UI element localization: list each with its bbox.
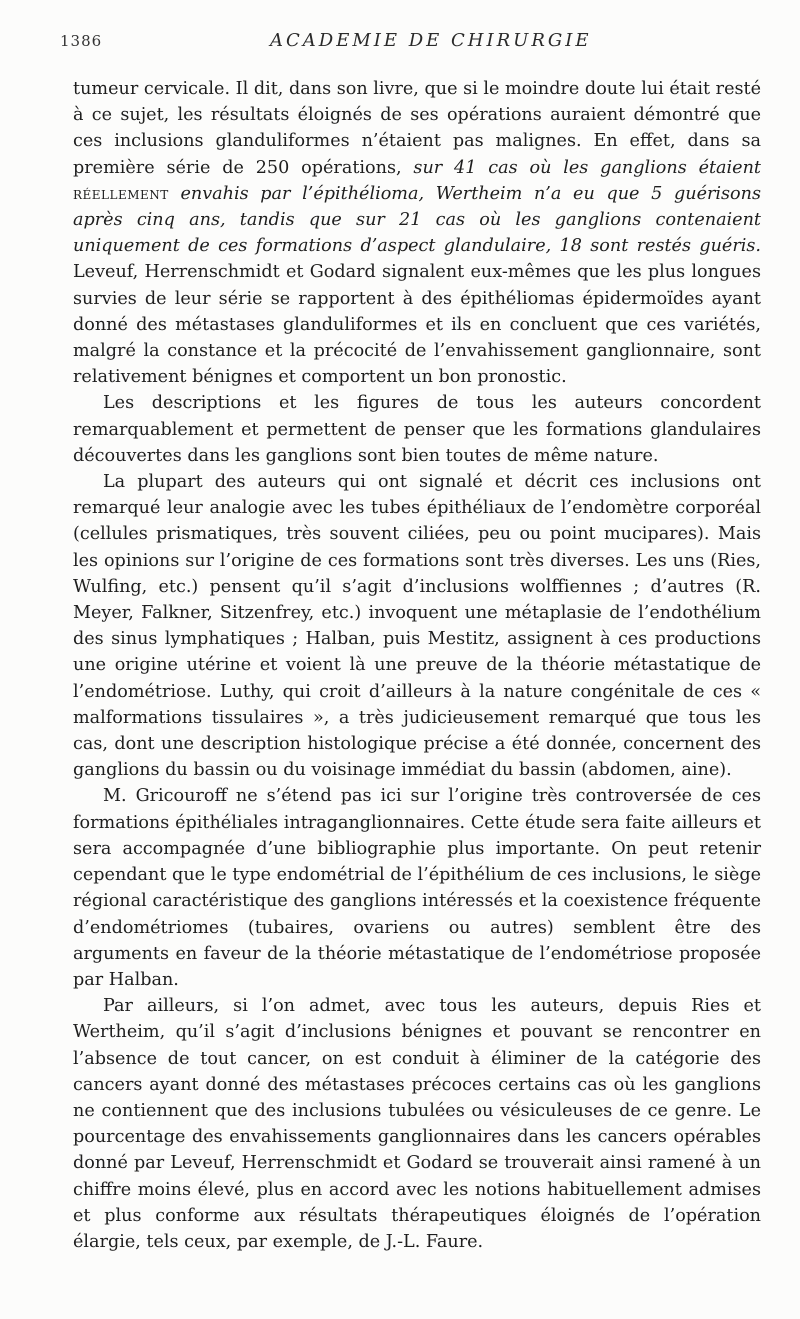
paragraph: [73, 390, 761, 469]
page-header: [60, 28, 760, 60]
italic-segment: sur 41 cas où les ganglions étaient: [413, 157, 761, 178]
paragraph: [73, 783, 761, 993]
small-caps-segment: réellement: [73, 183, 169, 204]
paragraph: [73, 76, 761, 390]
text-segment: La plupart des auteurs qui ont signalé et décrit ces inclusions ont remarqué leur analogie avec les tubes épithéliaux de l’endomètre corporéal (cellules prismatiques, très souvent ciliées, peu ou point mucipares). Mais les opinions sur l’origine de ces formations sont très diverses. Les uns (Ries, Wulfing, etc.) pensent qu’il s’agit d’inclusions wolffiennes ; d’autres (R. Meyer, Falkner, Sitzenfrey, etc.) invoquent une métaplasie de l’endothélium des sinus lymphatiques ; Halban, puis Mestitz, assignent à ces productions une origine utérine et voient là une preuve de la théorie métastatique de l’endométriose. Luthy, qui croit d’ailleurs à la nature congénitale de ces « malformations tissulaires », a très judicieusement remarqué que tous les cas, dont une description histologique précise a été donnée, concernent des ganglions du bassin ou du voisinage immédiat du bassin (abdomen, aine).: [73, 472, 761, 781]
paragraph: [73, 469, 761, 783]
body-text: [73, 76, 761, 1255]
running-title: ACADEMIE DE CHIRURGIE: [270, 30, 592, 51]
page-number: 1386: [60, 32, 103, 50]
text-segment: Leveuf, Herrenschmidt et Godard signalent eux-mêmes que les plus longues survies de leur série se rapportent à des épithéliomas épidermoïdes ayant donné des métastases glanduliformes et ils en concluent que ces variétés, malgré la constance et la précocité de l’envahissement ganglionnaire, sont relativement bénignes et comportent un bon pronostic.: [73, 262, 761, 388]
text-segment: Par ailleurs, si l’on admet, avec tous les auteurs, depuis Ries et Wertheim, qu’il s’agit d’inclusions bénignes et pouvant se rencontrer en l’absence de tout cancer, on est conduit à éliminer de la catégorie des cancers ayant donné des métastases précoces certains cas où les ganglions ne contiennent que des inclusions tubulées ou vésiculeuses de ce genre. Le pourcentage des envahissements ganglionnaires dans les cancers opérables donné par Leveuf, Herrenschmidt et Godard se trouverait ainsi ramené à un chiffre moins élevé, plus en accord avec les notions habituellement admises et plus conforme aux résultats thérapeutiques éloignés de l’opération élargie, tels ceux, par exemple, de J.-L. Faure.: [73, 996, 761, 1252]
text-segment: tumeur cervicale. Il dit, dans son livre, que si le moindre doute lui était resté à ce sujet, les résultats éloignés de ses opérations auraient démontré que ces inclusions glanduliformes n’étaient pas malignes. En effet, dans sa première série de 250 opérations,: [73, 79, 761, 178]
paragraph: [73, 993, 761, 1255]
text-segment: Les descriptions et les figures de tous les auteurs concordent remarquablement et permettent de penser que les formations glandulaires découvertes dans les ganglions sont bien toutes de même nature.: [73, 393, 761, 466]
italic-segment: envahis par l’épithélioma, Wertheim n’a eu que 5 guérisons après cinq ans, tandis que sur 21 cas où les ganglions contenaient uniquement de ces formations d’aspect glandulaire, 18 sont restés guéris.: [73, 183, 761, 257]
text-segment: M. Gricouroff ne s’étend pas ici sur l’origine très controversée de ces formations épithéliales intraganglionnaires. Cette étude sera faite ailleurs et sera accompagnée d’une bibliographie plus importante. On peut retenir cependant que le type endométrial de l’épithélium de ces inclusions, le siège régional caractéristique des ganglions intéressés et la coexistence fréquente d’endométriomes (tubaires, ovariens ou autres) semblent être des arguments en faveur de la théorie métastatique de l’endométriose proposée par Halban.: [73, 786, 761, 990]
